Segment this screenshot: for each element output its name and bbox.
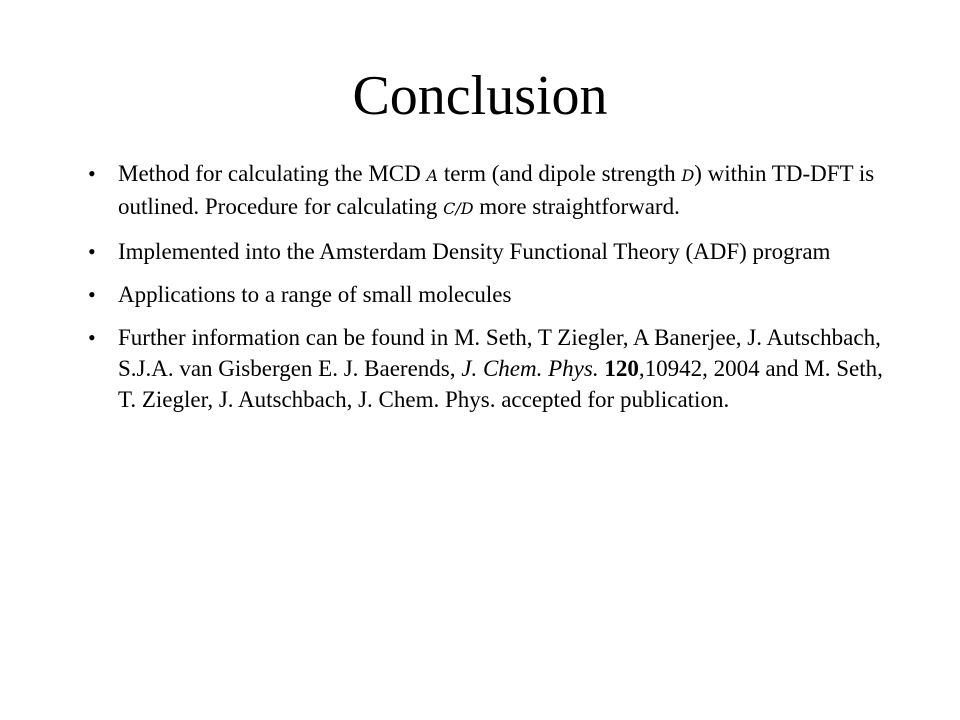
bullet-glyph: •: [88, 161, 96, 186]
bullet-item-method: [88, 158, 888, 224]
bullet-glyph: •: [88, 239, 96, 264]
symbol-dipole-strength: D: [681, 166, 695, 185]
text-segment: Method for calculating the MCD: [118, 161, 427, 186]
bullet-list: [88, 158, 888, 427]
text-segment: more straightforward.: [473, 194, 680, 219]
bullet-text-implemented: Implemented into the Amsterdam Density Functional Theory (ADF) program: [118, 239, 831, 264]
symbol-a-term: A: [426, 166, 439, 185]
bullet-text-method: [118, 161, 874, 219]
bullet-item-applications: [88, 279, 888, 310]
bullet-item-implemented: [88, 236, 888, 267]
text-segment: ) within TD-DFT is outlined. Procedure for calculating: [118, 161, 875, 219]
text-segment: ,10942, 2004 and M. Seth, T. Ziegler, J. Autschbach, J. Chem. Phys. accepted for publication.: [118, 356, 883, 412]
bullet-glyph: •: [88, 325, 96, 350]
bullet-text-further-info: [118, 325, 883, 412]
bullet-item-further-info: [88, 322, 888, 415]
text-segment: Further information can be found in M. Seth, T Ziegler, A Banerjee, J. Autschbach, S.J.A. van Gisbergen E. J. Baerends,: [118, 325, 881, 381]
symbol-c-over-d: C/D: [443, 199, 474, 218]
text-segment: term (and dipole strength: [438, 161, 682, 186]
bullet-text-applications: Applications to a range of small molecules: [118, 282, 512, 307]
journal-name: J. Chem. Phys.: [461, 356, 599, 381]
journal-volume: 120: [604, 356, 639, 381]
bullet-glyph: •: [88, 282, 96, 307]
slide-title: Conclusion: [352, 65, 608, 127]
